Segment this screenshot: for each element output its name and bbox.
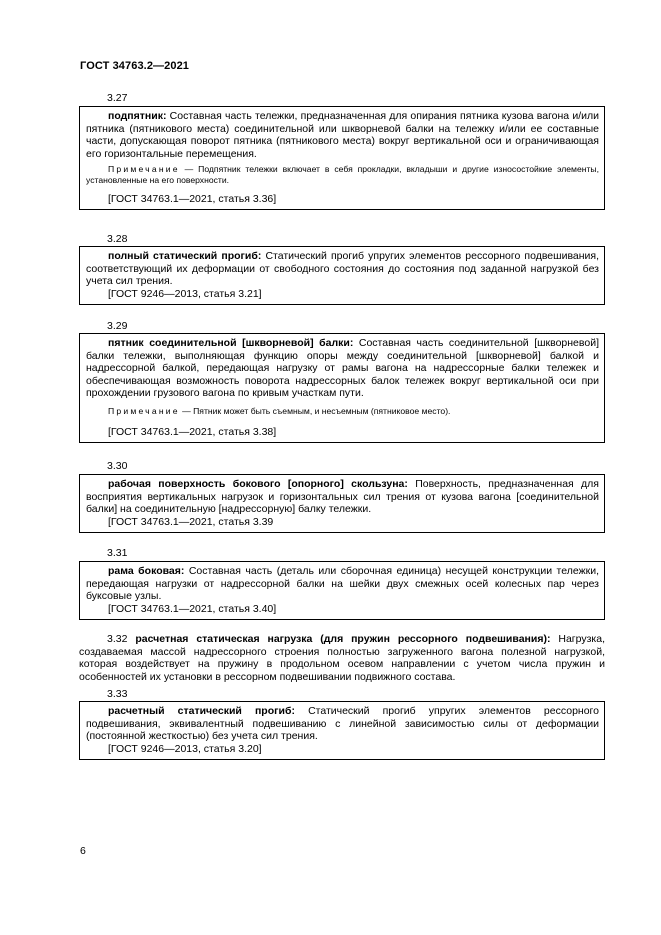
source-reference: [ГОСТ 9246—2013, статья 3.21] xyxy=(108,287,262,300)
entry-number: 3.31 xyxy=(107,547,128,559)
definition xyxy=(86,250,599,288)
source-reference: [ГОСТ 9246—2013, статья 3.20] xyxy=(108,742,262,755)
definition xyxy=(86,705,599,743)
term: полный статический прогиб: xyxy=(108,250,262,262)
definition-text: Составная часть (деталь или сборочная единица) несущей конструкции тележки, передающая нагрузки от надрессорной балки на шейки двух смежных осей колесных пар через буксовые узлы. xyxy=(86,565,599,603)
entry-number: 3.30 xyxy=(107,460,128,472)
term-box xyxy=(79,701,605,760)
note-label: Примечание xyxy=(108,405,180,416)
entry-number: 3.33 xyxy=(107,688,128,700)
definition-text: Поверхность, предназначенная для восприятия вертикальных нагрузок и горизонтальных сил трения от кузова вагона [соединительной балки] на соединительную [надрессорную] балку тележки. xyxy=(86,478,599,516)
term-box xyxy=(79,246,605,305)
definition-text: Составная часть тележки, предназначенная для опирания пятника кузова вагона и/или пятника (пятникового места) соединительной или шкворневой балки на тележку и/или ее составные части, допускающая поворот пятника (пятникового места) вокруг вертикальной оси и ограничивающая его горизонтальные перемещения. xyxy=(86,110,599,160)
entry-number: 3.28 xyxy=(107,233,128,245)
definition-text: Нагрузка, создаваемая массой надрессорного строения полностью загруженного вагона полезной нагрузкой, которая воздействует на пружину в продольном осевом направлении с учетом числа пружин и особенностей их установки в рессорном подвешивании подвижного состава. xyxy=(79,633,605,683)
term: расчетный статический прогиб: xyxy=(108,705,295,717)
term-box xyxy=(79,561,605,620)
note-text: — Пятник может быть съемным, и несъемным (пятниковое место). xyxy=(179,405,451,416)
note-text: — Подпятник тележки включает в себя прокладки, вкладыши и другие износостойкие элементы, установленные на его поверхности. xyxy=(86,164,599,186)
definition xyxy=(86,478,599,516)
entry-number: 3.32 xyxy=(107,633,128,645)
document-header: ГОСТ 34763.2—2021 xyxy=(80,60,190,72)
term: подпятник: xyxy=(108,110,167,122)
definition-text: Составная часть соединительной [шкворневой] балки тележки, выполняющая функцию опоры между соединительной [шкворневой] балкой и надрессорной балкой, передающая нагрузку от рамы вагона на надрессорные балки тележек и обеспечивающая возможность поворота надрессорных балок тележек вокруг вертикальной оси при прохождении грузового вагона по кривым участкам пути. xyxy=(86,337,599,400)
definition xyxy=(86,565,599,603)
definition xyxy=(86,110,599,160)
page-number: 6 xyxy=(80,845,86,857)
source-reference: [ГОСТ 34763.1—2021, статья 3.39 xyxy=(108,515,274,528)
definition xyxy=(86,337,599,400)
definition-text: Статический прогиб упругих элементов рессорного подвешивания, эквивалентный подвешиванию с линейной зависимостью силы от деформации (постоянной жесткостью) без учета сил трения. xyxy=(86,705,599,743)
term: расчетная статическая нагрузка (для пружин рессорного подвешивания): xyxy=(135,633,551,645)
term: рама боковая: xyxy=(108,565,185,577)
definition xyxy=(79,633,605,683)
term-box xyxy=(79,106,605,210)
term-box xyxy=(79,333,605,443)
note xyxy=(86,164,599,186)
definition-text: Статический прогиб упругих элементов рессорного подвешивания, соответствующий их деформации от свободного состояния до состояния под заданной нагрузкой без учета сил трения. xyxy=(86,250,600,288)
free-definition xyxy=(79,633,605,683)
note xyxy=(86,406,599,417)
term-box xyxy=(79,474,605,533)
entry-number: 3.29 xyxy=(107,320,128,332)
entry-number: 3.27 xyxy=(107,92,128,104)
source-reference: [ГОСТ 34763.1—2021, статья 3.36] xyxy=(108,193,277,206)
note-label: Примечание xyxy=(108,164,180,175)
term: пятник соединительной [шкворневой] балки: xyxy=(108,337,354,349)
source-reference: [ГОСТ 34763.1—2021, статья 3.38] xyxy=(108,425,277,438)
source-reference: [ГОСТ 34763.1—2021, статья 3.40] xyxy=(108,602,277,615)
term: рабочая поверхность бокового [опорного] скользуна: xyxy=(108,478,408,490)
